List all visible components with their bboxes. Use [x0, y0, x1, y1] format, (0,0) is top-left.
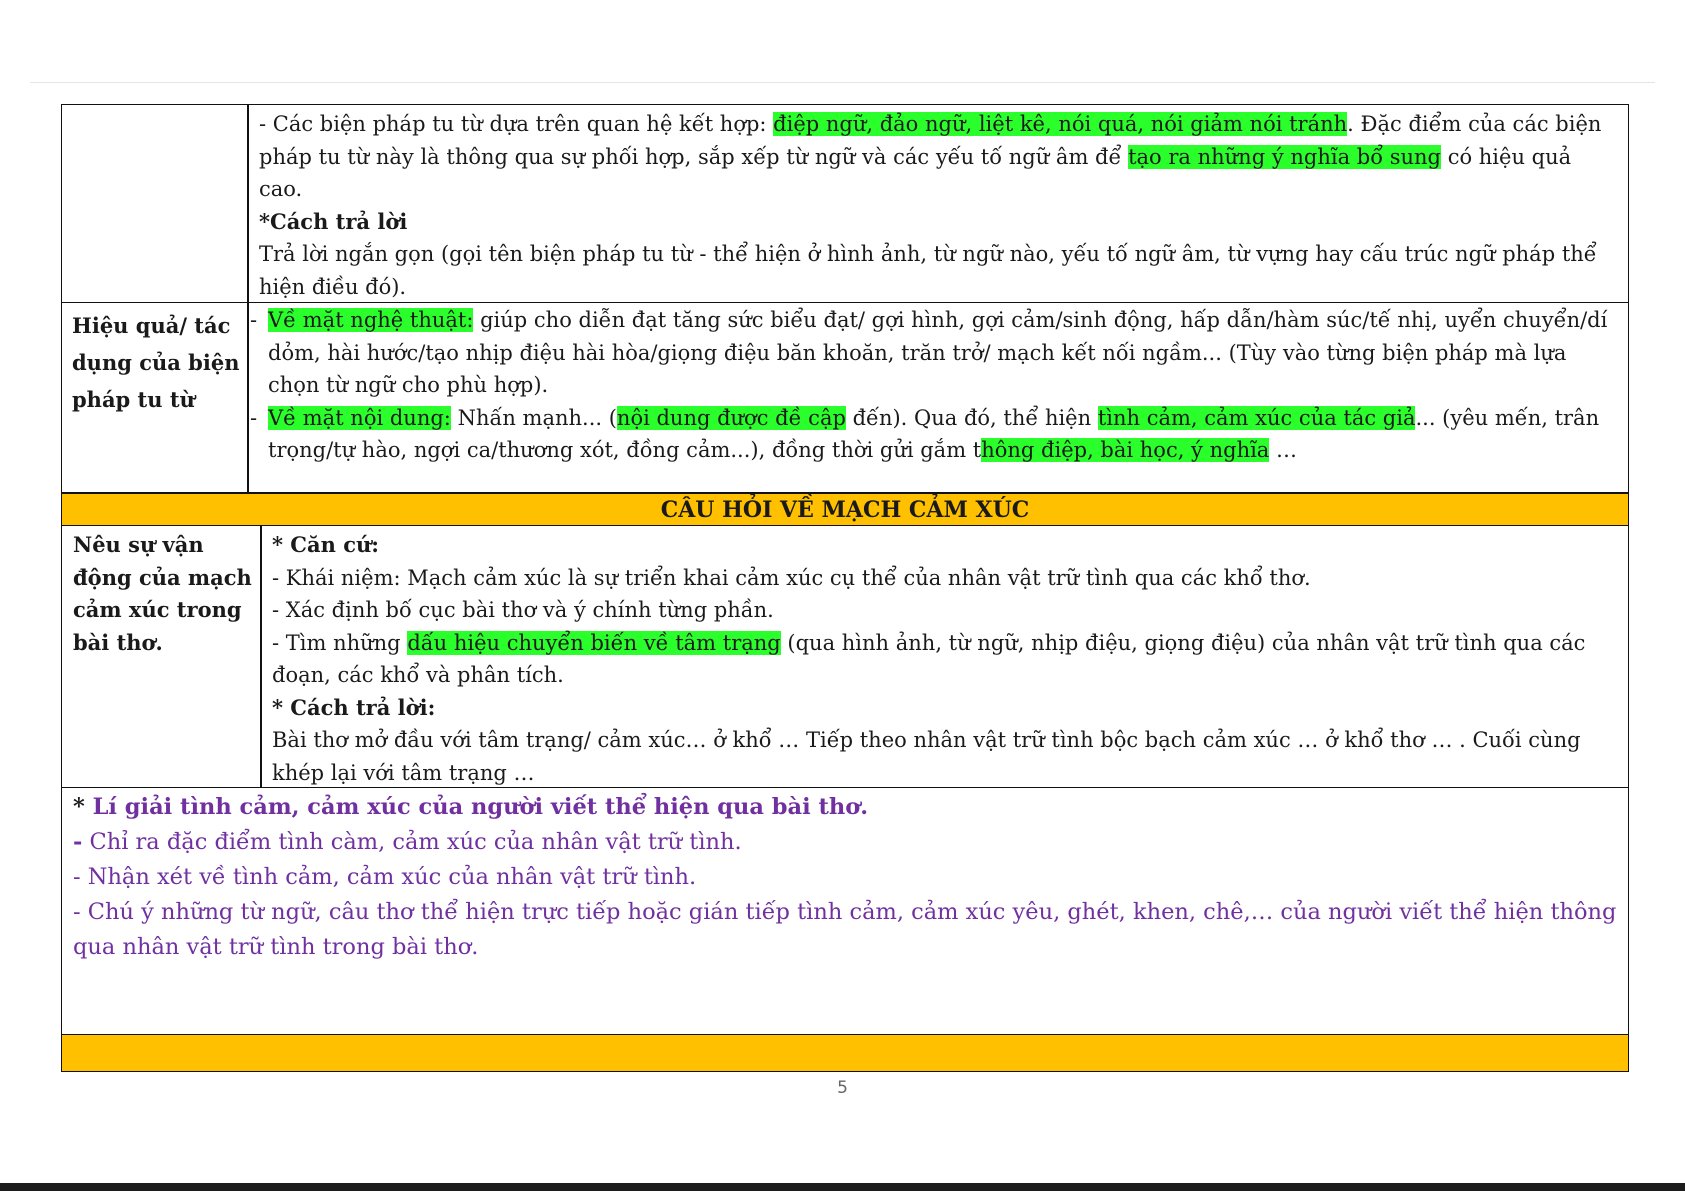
combination-devices-paragraph: [259, 108, 1619, 206]
text-fragment: giúp cho diễn đạt tăng sức biểu đạt/ gợi hình, gợi cảm/sinh động, hấp dẫn/hàm súc/tế nhị, uyển chuyển/dí dỏm, hài hước/tạo nhịp điệu hài hòa/giọng điệu băn khoăn, trăn trở/ mạch kết nối ngầm... (Tùy vào từng biện pháp mà lựa chọn từ ngữ cho phù hợp).: [268, 308, 1608, 397]
item-text: Chỉ ra đặc điểm tình càm, cảm xúc của nhân vật trữ tình.: [82, 829, 742, 855]
table-row-rhetoric-devices: [61, 104, 1629, 303]
page-number: 5: [837, 1078, 848, 1098]
explanation-heading: [73, 790, 1628, 825]
highlighted-text: dấu hiệu chuyển biến về tâm trạng: [407, 630, 781, 655]
highlighted-text: Về mặt nội dung:: [268, 405, 451, 430]
row-label: Nêu sự vận động của mạch cảm xúc trong bài thơ.: [73, 532, 252, 655]
explanation-item: [73, 825, 1628, 860]
text-fragment: . Đặc điểm của các biện pháp tu từ này là thông qua sự phối hợp, sắp xếp từ ngữ và các yếu tố ngữ âm để: [259, 112, 1602, 169]
highlighted-text: nội dung được đề cập: [616, 405, 846, 430]
table-row-explanation: [61, 787, 1629, 1035]
highlighted-text: tình cảm, cảm xúc của tác giả: [1097, 405, 1416, 430]
emotion-flow-cell: [272, 529, 1622, 789]
rhetoric-devices-cell: [259, 108, 1619, 303]
dash-marker: -: [73, 829, 83, 855]
text-fragment: …: [1269, 438, 1298, 462]
explanation-item: - Chú ý những từ ngữ, câu thơ thể hiện trực tiếp hoặc gián tiếp tình cảm, cảm xúc yêu, ghét, khen, chê,… của người viết thể hiện thông qua nhân vật trữ tình trong bài thơ.: [73, 899, 1617, 960]
column-divider: [247, 105, 249, 302]
answer-text: Bài thơ mở đầu với tâm trạng/ cảm xúc… ở khổ … Tiếp theo nhân vật trữ tình bộc bạch cảm xúc … ở khổ thơ … . Cuối cùng khép lại với tâm trạng …: [272, 728, 1581, 785]
dash-marker: -: [250, 308, 258, 332]
highlighted-text: điệp ngữ, đảo ngữ, liệt kê, nói quá, nói giảm nói tránh: [773, 112, 1348, 136]
dash-marker: -: [250, 405, 258, 430]
explanation-item: - Nhận xét về tình cảm, cảm xúc của nhân vật trữ tình.: [73, 864, 697, 890]
text-fragment: (qua hình ảnh, từ ngữ, nhịp điệu, giọng điệu) của nhân vật trữ tình qua các đoạn, các khổ và phân tích.: [272, 630, 1586, 687]
section-header: CÂU HỎI VỀ MẠCH CẢM XÚC: [61, 493, 1629, 526]
concept-text: - Khái niệm: Mạch cảm xúc là sự triển khai cảm xúc cụ thể của nhân vật trữ tình qua các khổ thơ.: [272, 565, 1311, 590]
text-fragment: có hiệu quả cao.: [259, 144, 1572, 201]
answer-text: Trả lời ngắn gọn (gọi tên biện pháp tu từ - thể hiện ở hình ảnh, từ ngữ nào, yếu tố ngữ âm, từ vựng hay cấu trúc ngữ pháp thể hiện điều đó).: [259, 242, 1597, 299]
table-row-emotion-flow: [61, 525, 1629, 788]
highlighted-text: tạo ra những ý nghĩa bổ sung: [1128, 144, 1442, 169]
heading-text: Lí giải tình cảm, cảm xúc của người viết thể hiện qua bài thơ.: [92, 794, 869, 820]
star-marker: *: [73, 794, 93, 820]
art-effect-item: [248, 304, 1623, 402]
text-fragment: ... (yêu mến, trân trọng/tự hào, ngợi ca/thương xót, đồng cảm...), đồng thời gửi gắm t: [268, 405, 1600, 462]
explanation-cell: [73, 790, 1628, 965]
effects-cell: [248, 304, 1623, 467]
basis-heading: * Căn cứ:: [272, 532, 379, 557]
row-label: Hiệu quả/ tác dụng của biện pháp tu từ: [72, 313, 240, 412]
highlighted-text: hông điệp, bài học, ý nghĩa: [981, 438, 1270, 462]
highlighted-text: Về mặt nghệ thuật:: [268, 308, 474, 332]
text-fragment: - Tìm những: [272, 630, 408, 655]
footer-bar: [61, 1034, 1629, 1072]
answer-heading: *Cách trả lời: [259, 208, 408, 234]
table-row-effects: [61, 302, 1629, 493]
header-rule: [30, 82, 1655, 83]
text-fragment: Nhấn mạnh... (: [450, 405, 617, 430]
bottom-edge-bar: [0, 1183, 1685, 1191]
column-divider: [260, 526, 262, 787]
answer-heading: * Cách trả lời:: [272, 694, 436, 720]
text-fragment: - Các biện pháp tu từ dựa trên quan hệ kết hợp:: [259, 112, 774, 136]
layout-text: - Xác định bố cục bài thơ và ý chính từng phần.: [272, 598, 774, 622]
text-fragment: đến). Qua đó, thể hiện: [845, 405, 1098, 430]
content-effect-item: [248, 402, 1623, 467]
find-signs-text: [272, 627, 1622, 692]
